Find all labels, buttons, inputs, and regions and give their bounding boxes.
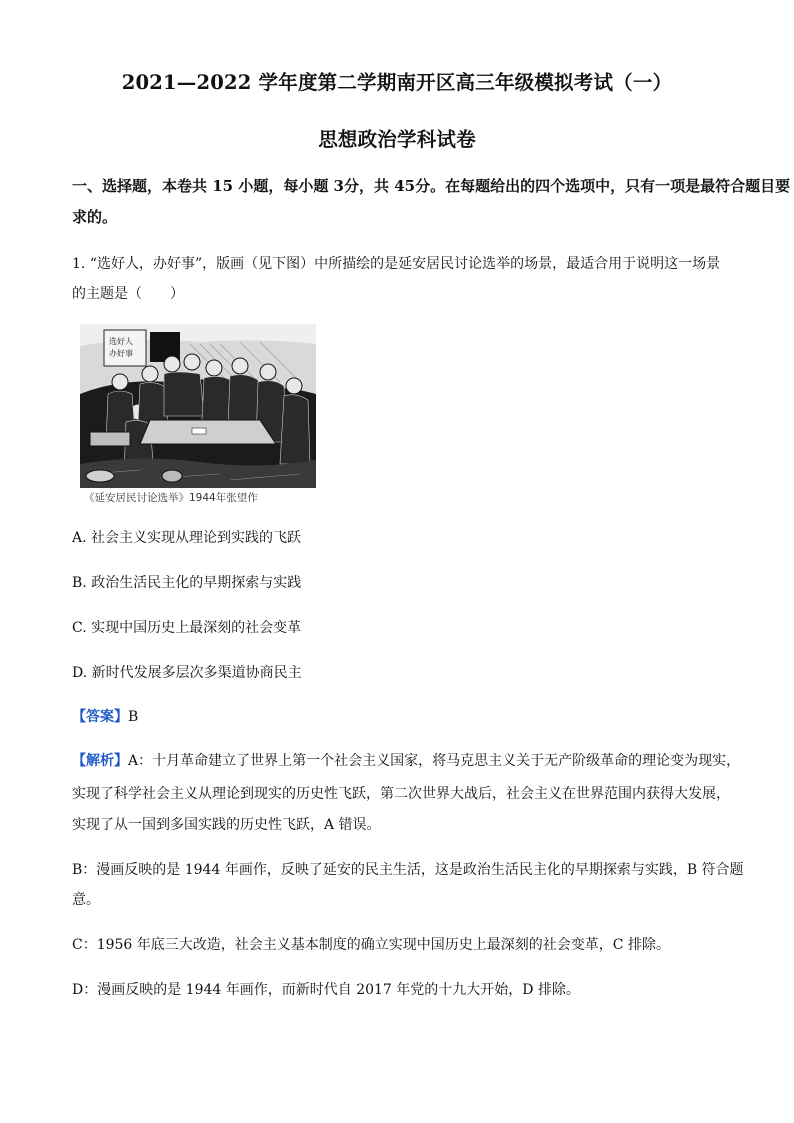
question-stem-line2: 的主题是（ ） <box>72 286 184 302</box>
analysis-d: D：漫画反映的是 1944 年画作，而新时代自 2017 年党的十九大开始，D 排除。 <box>72 982 580 998</box>
answer-tag: 【答案】 <box>72 709 128 725</box>
section-instruction-line2: 求的。 <box>72 208 118 226</box>
analysis-tag: 【解析】 <box>72 753 128 769</box>
analysis-b-line1: B：漫画反映的是 1944 年画作，反映了延安的民主生活，这是政治生活民主化的早期探索与实践，B 符合题 <box>72 862 744 878</box>
option-c: C. 实现中国历史上最深刻的社会变革 <box>72 620 302 636</box>
analysis-c: C：1956 年底三大改造，社会主义基本制度的确立实现中国历史上最深刻的社会变革，C 排除。 <box>72 937 670 953</box>
answer-line <box>72 707 732 727</box>
figure-caption: 《延安居民讨论选举》1944年张望作 <box>84 492 258 504</box>
woodcut-illustration <box>80 324 316 488</box>
analysis-a-line2: 实现了科学社会主义从理论到现实的历史性飞跃，第二次世界大战后，社会主义在世界范围内获得大发展， <box>72 786 730 802</box>
analysis-line1 <box>72 751 741 771</box>
option-d: D. 新时代发展多层次多渠道协商民主 <box>72 665 302 681</box>
option-a: A. 社会主义实现从理论到实践的飞跃 <box>72 530 302 546</box>
section-instruction-line1: 一、选择题，本卷共 15 小题，每小题 3分，共 45分。在每题给出的四个选项中，只有一项是最符合题目要 <box>72 177 791 195</box>
analysis-a-line3: 实现了从一国到多国实践的历史性飞跃，A 错误。 <box>72 817 381 833</box>
analysis-b-line2: 意。 <box>72 892 100 908</box>
answer-value: B <box>128 709 139 725</box>
exam-title: 2021—2022 学年度第二学期南开区高三年级模拟考试（一） <box>121 71 673 94</box>
poster-text-1: 选好人 <box>109 337 133 346</box>
question-stem-line1: 1. “选好人，办好事”，版画（见下图）中所描绘的是延安居民讨论选举的场景，最适合用于说明这一场景 <box>72 256 721 272</box>
option-b: B. 政治生活民主化的早期探索与实践 <box>72 575 302 591</box>
subject-title: 思想政治学科试卷 <box>318 128 476 151</box>
analysis-a-line1: A：十月革命建立了世界上第一个社会主义国家，将马克思主义关于无产阶级革命的理论变为现实， <box>128 753 741 769</box>
poster-text-2: 办好事 <box>109 349 133 358</box>
